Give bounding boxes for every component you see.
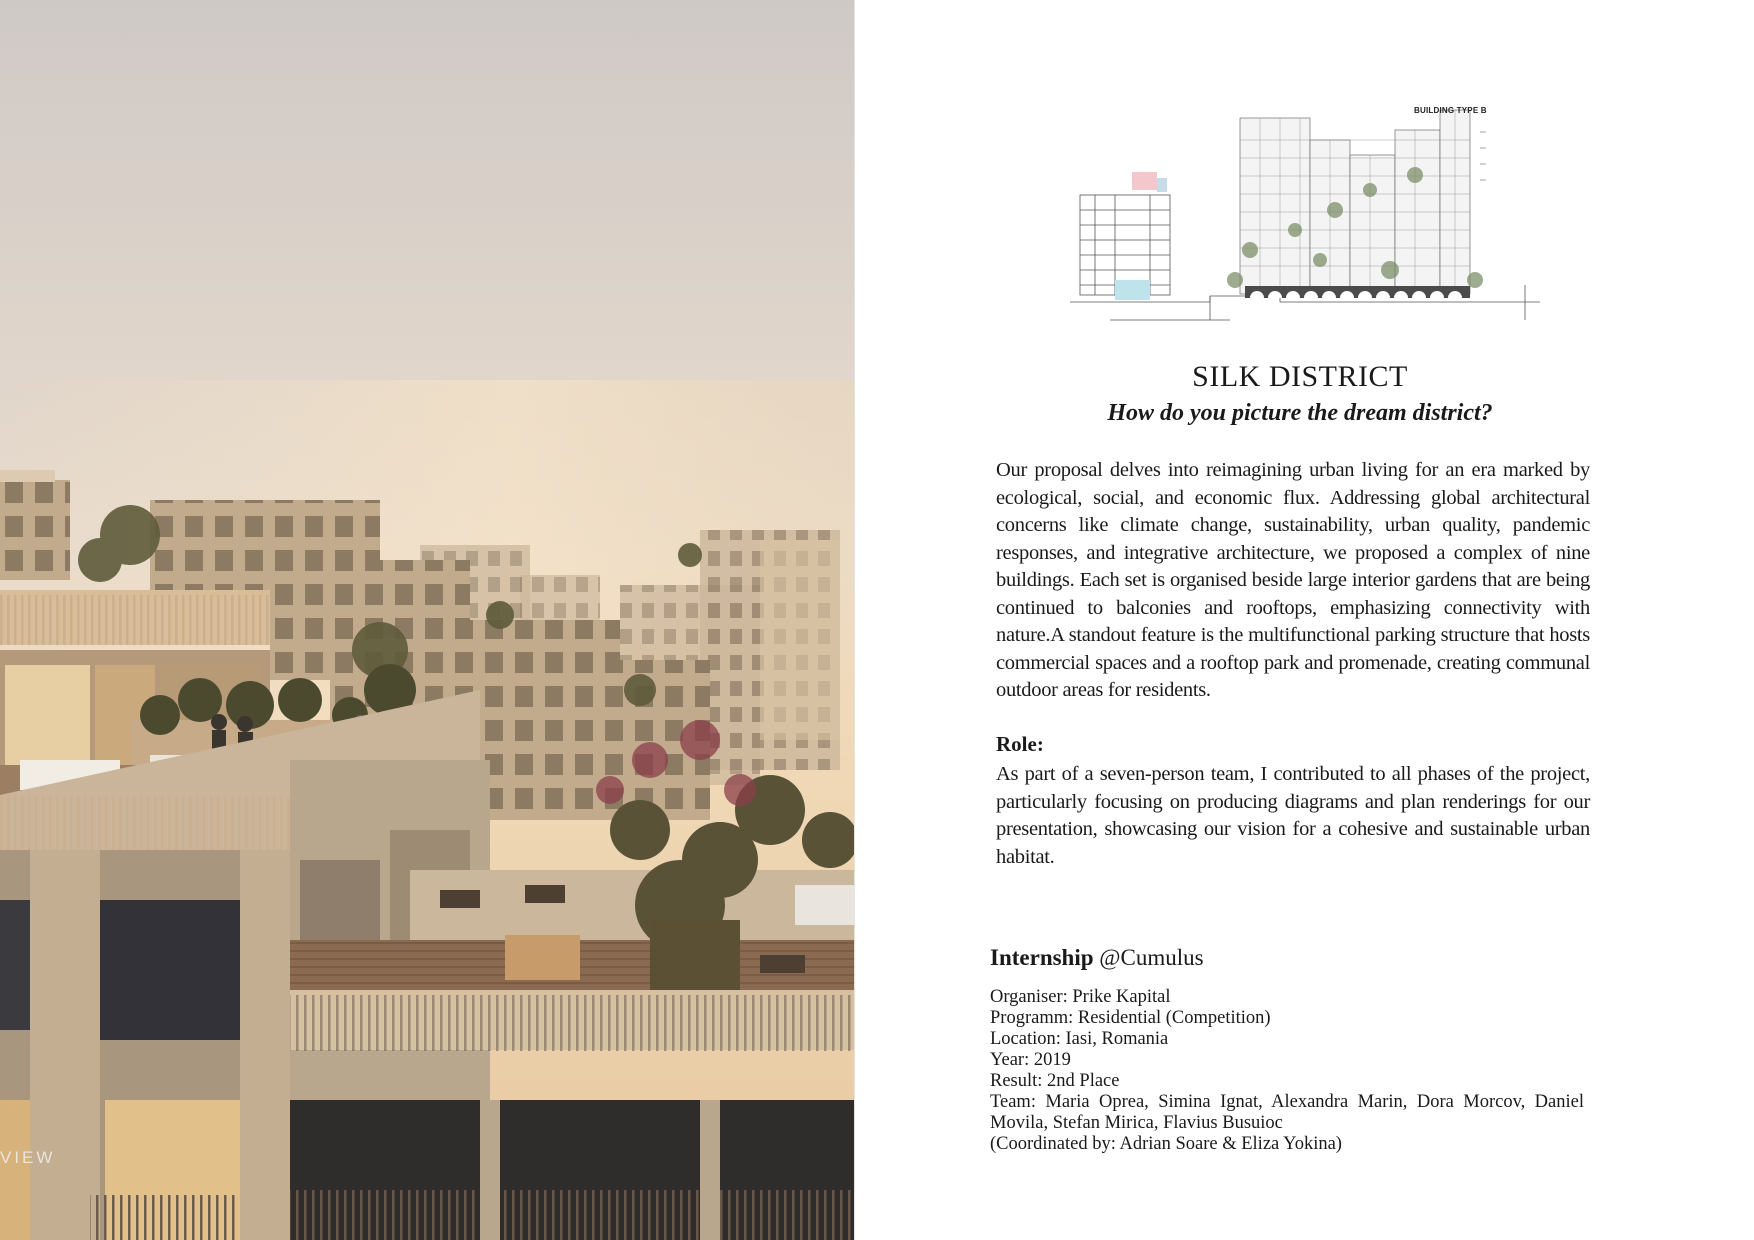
- detail-team: Team: Maria Oprea, Simina Ignat, Alexandra Marin, Dora Morcov, Daniel Movila, Stefan Mirica, Flavius Busuioc: [990, 1092, 1584, 1133]
- internship-company: @Cumulus: [1099, 945, 1204, 970]
- project-details: [990, 987, 1584, 1155]
- project-description: Our proposal delves into reimagining urban living for an era marked by ecological, social, and economic flux. Addressing global architectural concerns like climate change, sustainability, urban quality, pandemic responses, and integrative architecture, we proposed a complex of nine buildings. Each set is organised beside large interior gardens that are being continued to balconies and rooftops, emphasizing connectivity with nature.A standout feature is the multifunctional parking structure that hosts commercial spaces and a rooftop park and promenade, creating communal outdoor areas for residents.: [996, 459, 1590, 701]
- detail-programm: Programm: Residential (Competition): [990, 1008, 1271, 1028]
- detail-coordinated: (Coordinated by: Adrian Soare & Eliza Yokina): [990, 1134, 1342, 1154]
- detail-organiser: Organiser: Prike Kapital: [990, 987, 1171, 1007]
- detail-result: Result: 2nd Place: [990, 1071, 1120, 1091]
- internship-heading: [990, 945, 1204, 971]
- elevation-label: BUILDING TYPE B: [1414, 106, 1487, 115]
- project-title: SILK DISTRICT: [1192, 360, 1408, 393]
- elevation-drawing: [1070, 100, 1550, 330]
- role-description: As part of a seven-person team, I contributed to all phases of the project, particularly focusing on producing diagrams and plan renderings for our presentation, showcasing our vision for a cohesive and sustainable urban habitat.: [996, 763, 1590, 868]
- rendering-image: [0, 0, 855, 1240]
- detail-location: Location: Iasi, Romania: [990, 1029, 1169, 1049]
- view-label: VIEW: [0, 1148, 56, 1167]
- role-heading: Role:: [996, 732, 1044, 756]
- detail-year: Year: 2019: [990, 1050, 1071, 1070]
- internship-label: Internship: [990, 945, 1094, 970]
- project-subtitle: How do you picture the dream district?: [1107, 400, 1493, 426]
